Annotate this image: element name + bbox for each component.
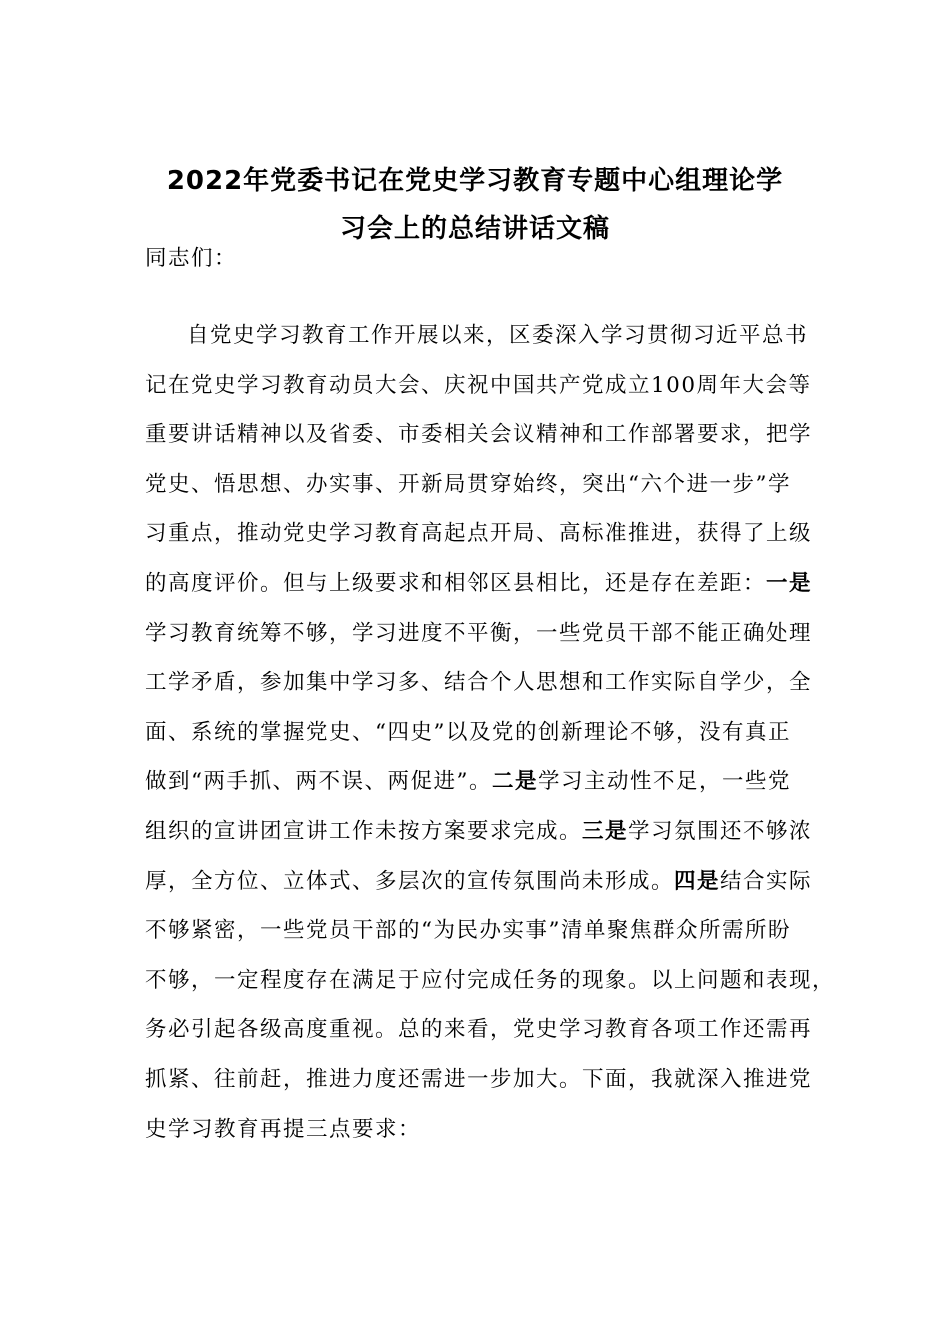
body-text: 做到“两手抓、两不误、两促进”。 [145,769,492,794]
body-text: 重要讲话精神以及省委、市委相关会议精神和工作部署要求，把学 [145,422,813,447]
body-text: 不够紧密，一些党员干部的“为民办实事”清单聚焦群众所需所盼 [145,918,791,943]
body-text: 的高度评价。但与上级要求和相邻区县相比，还是存在差距： [145,571,767,596]
body-text: 面、系统的掌握党史、“四史”以及党的创新理论不够，没有真正 [145,720,791,745]
body-text: 厚，全方位、立体式、多层次的宣传氛围尚未形成。 [145,869,675,894]
body-text: 务必引起各级高度重视。总的来看，党史学习教育各项工作还需再 [145,1017,813,1042]
body-text: 记在党史学习教育动员大会、庆祝中国共产党成立100周年大会等 [145,373,812,398]
body-line [145,867,825,897]
emphasis-text: 四是 [674,869,721,894]
body-text: 习重点，推动党史学习教育高起点开局、高标准推进，获得了上级 [145,521,813,546]
body-line [145,767,825,797]
body-line [145,1115,825,1145]
emphasis-text: 一是 [766,571,813,596]
body-line [145,470,825,500]
body-line [145,371,825,401]
body-text: 学习主动性不足，一些党 [538,769,792,794]
emphasis-text: 三是 [582,819,629,844]
body-line [145,420,825,450]
body-text: 史学习教育再提三点要求： [145,1117,422,1142]
body-line [145,519,825,549]
body-text: 学习氛围还不够浓 [628,819,813,844]
body-text: 工学矛盾，参加集中学习多、结合个人思想和工作实际自学少，全 [145,670,813,695]
body-line [187,321,867,351]
body-text: 抓紧、往前赶，推进力度还需进一步加大。下面，我就深入推进党 [145,1067,813,1092]
body-line [145,966,836,996]
salutation: 同志们： [145,246,238,271]
body-line [145,817,825,847]
document-title-line-2: 习会上的总结讲话文稿 [339,214,610,244]
body-text: 结合实际 [720,869,813,894]
body-line [145,668,825,698]
body-line [145,1015,825,1045]
body-text: 自党史学习教育工作开展以来，区委深入学习贯彻习近平总书 [187,323,809,348]
body-line [145,916,825,946]
emphasis-text: 二是 [492,769,539,794]
body-text: 学习教育统筹不够，学习进度不平衡，一些党员干部不能正确处理 [145,621,813,646]
body-line [145,718,825,748]
body-text: 党史、悟思想、办实事、开新局贯穿始终，突出“六个进一步”学 [145,472,791,497]
body-line [145,1065,825,1095]
document-title-line-1: 2022年党委书记在党史学习教育专题中心组理论学 [166,166,784,196]
body-text: 组织的宣讲团宣讲工作未按方案要求完成。 [145,819,583,844]
body-text: 不够，一定程度存在满足于应付完成任务的现象。以上问题和表现， [145,968,836,993]
body-line [145,569,825,599]
body-line [145,619,825,649]
